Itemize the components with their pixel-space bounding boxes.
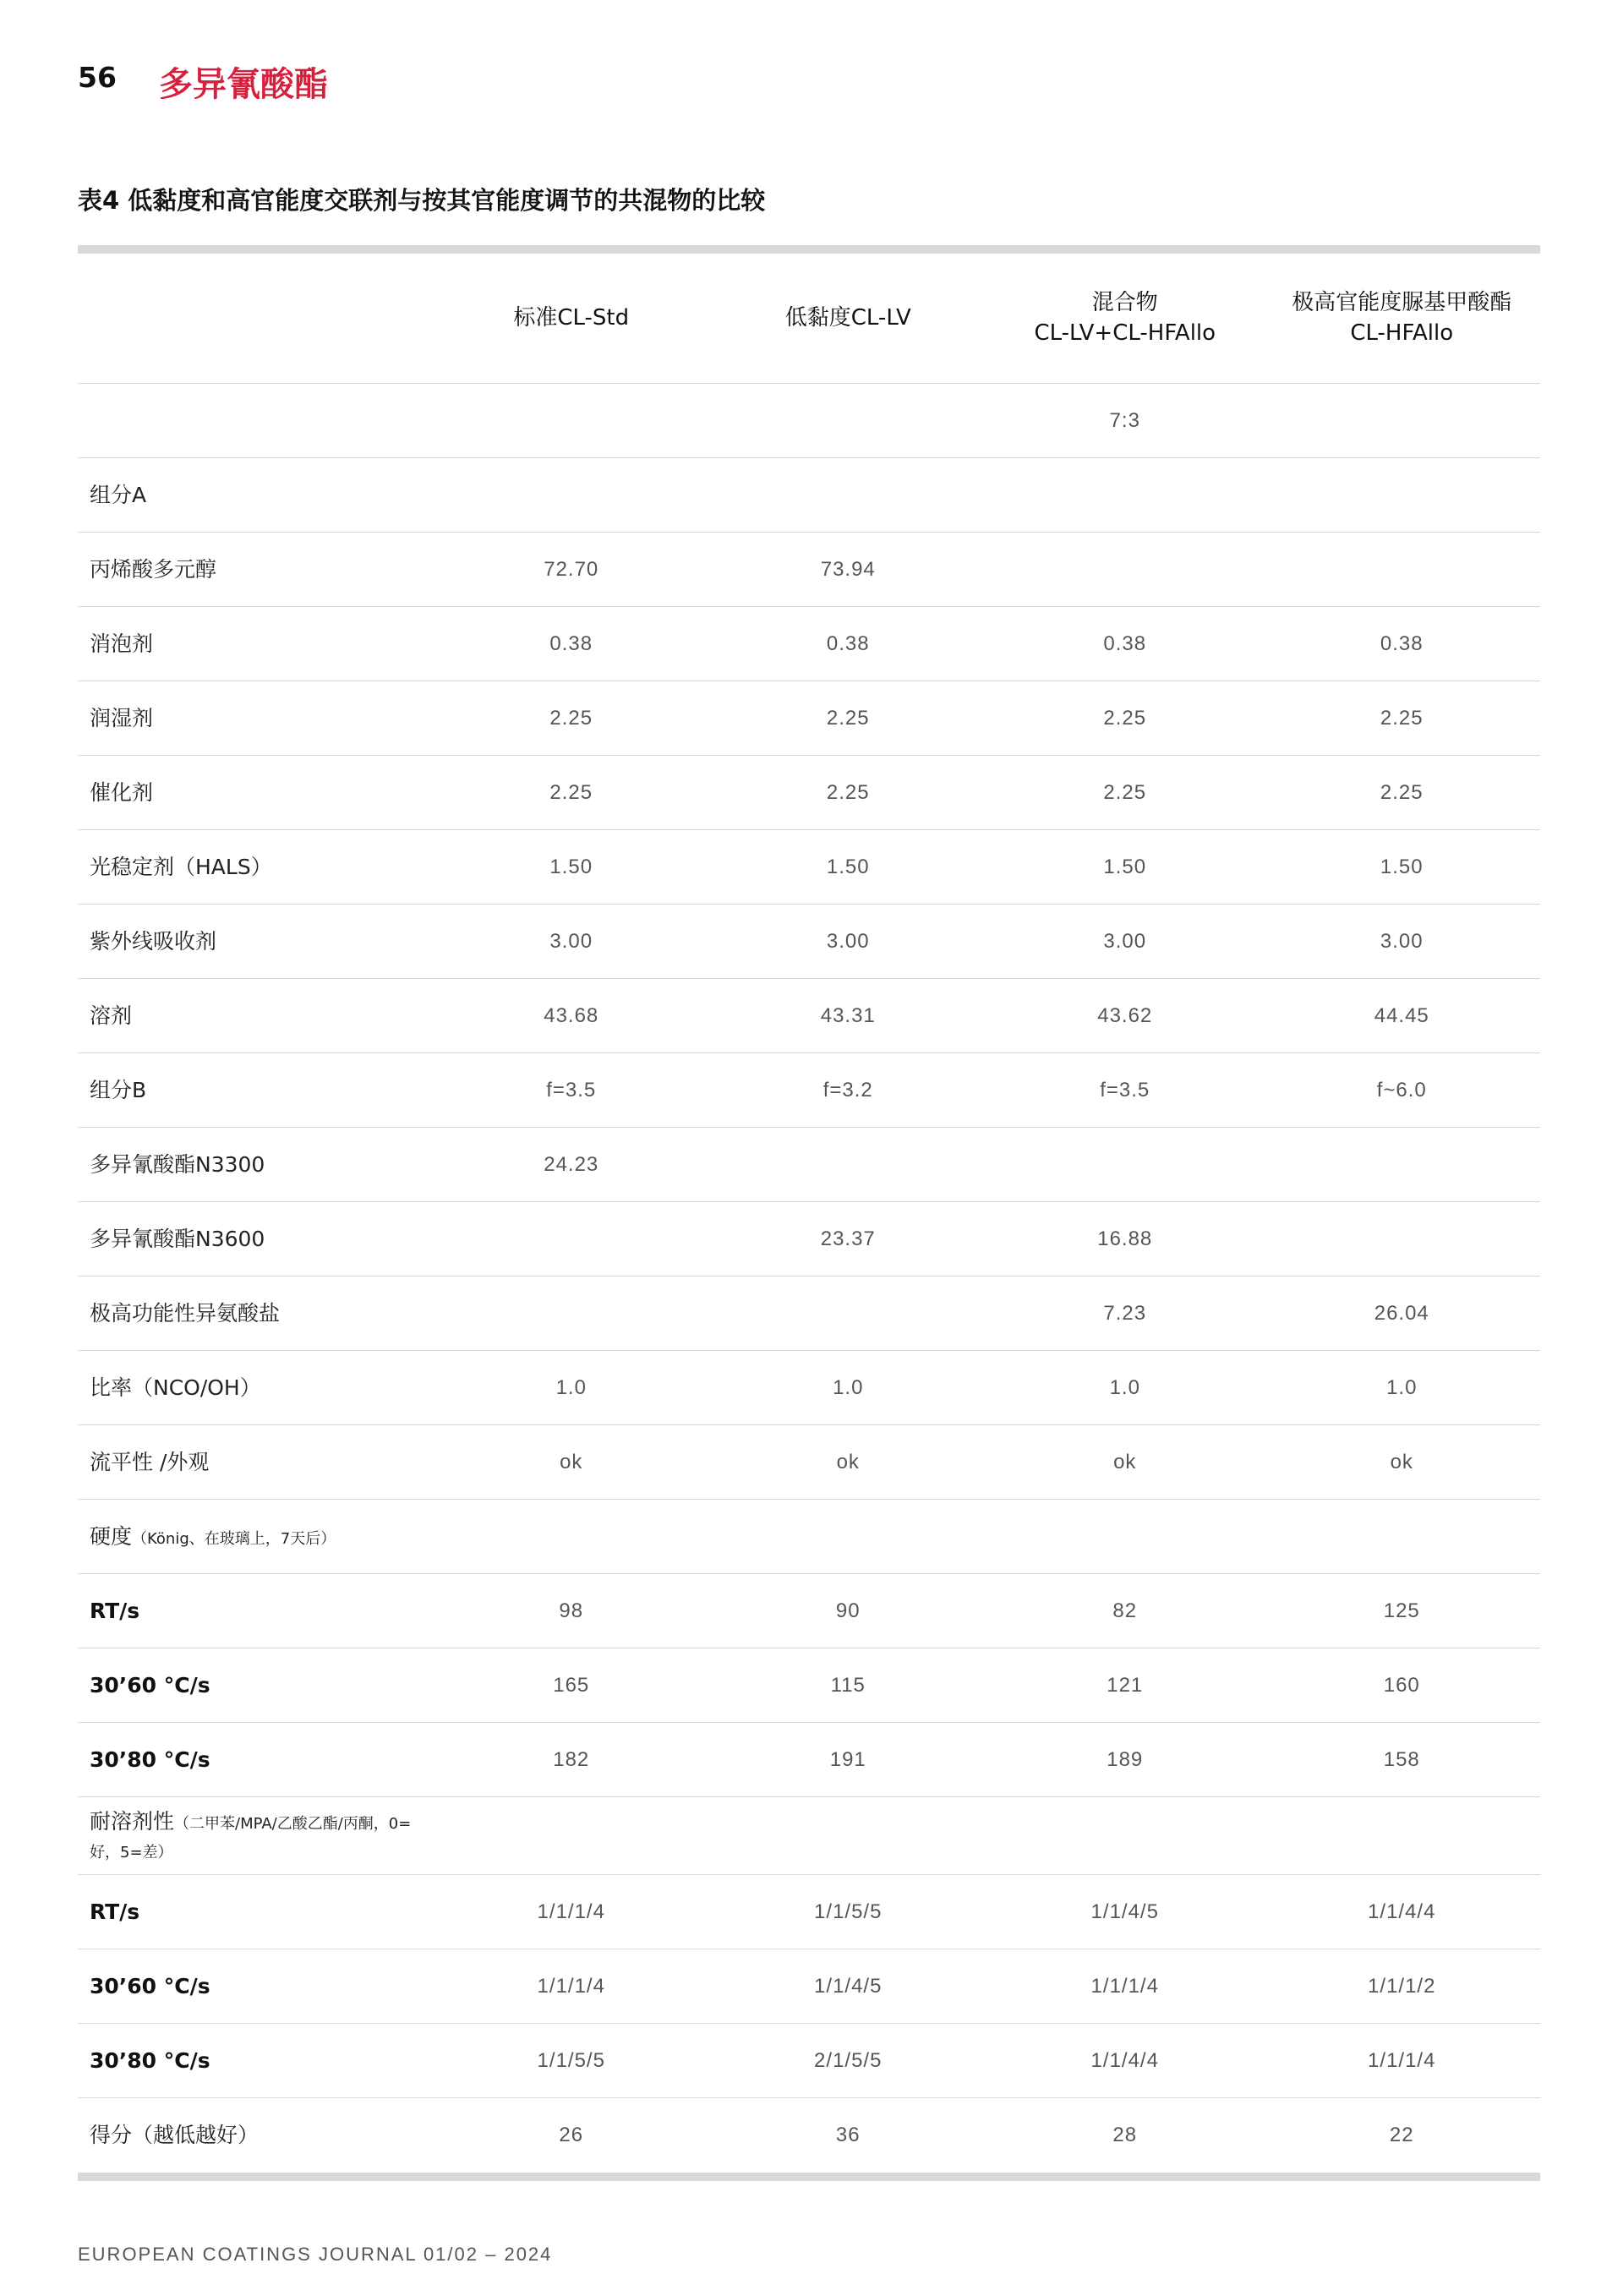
table-cell: 90 [835, 1599, 861, 1622]
table-cell: 1/1/5/5 [537, 2048, 605, 2072]
table-cell: 3.00 [826, 929, 870, 953]
table-body [78, 384, 1540, 2173]
table-cell: 1/1/4/4 [1368, 1900, 1436, 1923]
table-row [78, 1949, 1540, 2024]
table-row [78, 2024, 1540, 2098]
table-cell: 2.25 [549, 706, 593, 730]
row-label [78, 1972, 433, 2001]
table-cell: 43.62 [1097, 1003, 1153, 1027]
table-cell: 1.50 [549, 855, 593, 878]
column-header-hfallo: 极高官能度脲基甲酸酯 CL-HFAllo [1292, 290, 1512, 346]
table-cell: 2.25 [1103, 706, 1147, 730]
table-row [78, 1500, 1540, 1574]
row-label [78, 555, 433, 584]
row-label [78, 1522, 433, 1551]
table-cell: 44.45 [1374, 1003, 1429, 1027]
table-cell: 1.0 [1386, 1375, 1418, 1399]
table-cell: 72.70 [544, 557, 599, 581]
table-cell: 1/1/1/2 [1368, 1974, 1436, 1998]
table-cell: 2.25 [1380, 780, 1424, 804]
table-row [78, 979, 1540, 1053]
table-row [78, 1875, 1540, 1949]
row-label-text: 硬度 [90, 1523, 133, 1549]
table-cell: 1/1/1/4 [1090, 1974, 1159, 1998]
row-label-text: 流平性 /外观 [90, 1449, 210, 1474]
table-row [78, 1648, 1540, 1723]
table-cell: f=3.5 [546, 1078, 597, 1102]
table-cell: ok [1113, 1450, 1137, 1473]
table-cell: f~6.0 [1376, 1078, 1427, 1102]
table-cell: 1/1/4/5 [1090, 1900, 1159, 1923]
table-cell: 26.04 [1374, 1301, 1429, 1325]
table-cell: 2.25 [1103, 780, 1147, 804]
row-label [78, 1076, 433, 1105]
row-label-text: 多异氰酸酯N3600 [90, 1226, 265, 1251]
table-cell: 191 [829, 1747, 866, 1771]
row-label [78, 853, 433, 882]
row-label [78, 481, 433, 510]
table-row [78, 1574, 1540, 1648]
row-label-text: 30’60 °C/s [90, 1672, 210, 1697]
table-cell: 1/1/5/5 [814, 1900, 883, 1923]
table-cell: 158 [1383, 1747, 1420, 1771]
row-label [78, 1671, 433, 1700]
page-number: 56 [78, 61, 117, 94]
row-label-text: 催化剂 [90, 779, 154, 805]
table-cell: 73.94 [820, 557, 876, 581]
table-cell: 3.00 [1380, 929, 1424, 953]
row-label-text: RT/s [90, 1899, 140, 1924]
row-label [78, 1225, 433, 1254]
table-row [78, 905, 1540, 979]
row-label [78, 1299, 433, 1328]
table-cell: 1.0 [1109, 1375, 1140, 1399]
row-label [78, 1807, 433, 1865]
table-cell: ok [1390, 1450, 1413, 1473]
row-label [78, 704, 433, 733]
table-row [78, 2098, 1540, 2173]
row-label-note: （二甲苯/MPA/乙酸乙酯/丙酮，0=好，5=差） [90, 1814, 412, 1861]
table-cell: 121 [1107, 1673, 1144, 1697]
row-label-text: 30’80 °C/s [90, 1747, 210, 1772]
row-label-text: 消泡剂 [90, 631, 154, 656]
table-header-row [78, 254, 1540, 384]
table-cell: 2.25 [549, 780, 593, 804]
table-row [78, 458, 1540, 533]
row-label-text: 溶剂 [90, 1003, 133, 1028]
table-cell: 1.0 [833, 1375, 864, 1399]
table-cell: 2.25 [826, 706, 870, 730]
table-cell: 1.0 [555, 1375, 587, 1399]
table-cell: 3.00 [549, 929, 593, 953]
row-label [78, 927, 433, 956]
row-label-text: 耐溶剂性 [90, 1808, 175, 1834]
table-cell: 7:3 [1109, 408, 1140, 432]
table-cell: 1.50 [1380, 855, 1424, 878]
table-cell: 1/1/4/5 [814, 1974, 883, 1998]
row-label-text: 丙烯酸多元醇 [90, 556, 217, 582]
table-cell: 82 [1112, 1599, 1138, 1622]
row-label-text: 30’80 °C/s [90, 2047, 210, 2073]
table-cell: 0.38 [1103, 631, 1147, 655]
table-cell: 1/1/1/4 [537, 1900, 605, 1923]
table-cell: 160 [1383, 1673, 1420, 1697]
table-row [78, 1797, 1540, 1875]
row-label-note: （König、在玻璃上，7天后） [132, 1529, 336, 1548]
table-row [78, 607, 1540, 681]
table-cell: 189 [1107, 1747, 1144, 1771]
table-cell: f=3.2 [822, 1078, 873, 1102]
table-cell: 22 [1389, 2124, 1414, 2146]
table-cell: 98 [559, 1599, 584, 1622]
table-cell: 2.25 [1380, 706, 1424, 730]
table-cell: 1/1/4/4 [1090, 2048, 1159, 2072]
row-label-text: 多异氰酸酯N3300 [90, 1151, 265, 1177]
row-label [78, 2047, 433, 2075]
table-cell: ok [560, 1450, 583, 1473]
row-label-text: 紫外线吸收剂 [90, 928, 217, 954]
table-top-rule [78, 245, 1540, 254]
table-cell: 23.37 [820, 1227, 876, 1250]
row-label [78, 779, 433, 807]
table-cell: 182 [553, 1747, 590, 1771]
row-label [78, 1374, 433, 1402]
table-cell: 2/1/5/5 [814, 2048, 883, 2072]
row-label [78, 1448, 433, 1477]
table-cell: 43.68 [544, 1003, 599, 1027]
table-row [78, 384, 1540, 458]
column-header-blend: 混合物 CL-LV+CL-HFAllo [1034, 290, 1216, 346]
table-cell: 3.00 [1103, 929, 1147, 953]
table-cell: ok [836, 1450, 860, 1473]
table-cell: f=3.5 [1100, 1078, 1150, 1102]
page-title: 多异氰酸酯 [159, 65, 328, 104]
table-row [78, 1128, 1540, 1202]
row-label [78, 1898, 433, 1927]
table-row [78, 1425, 1540, 1500]
row-label [78, 630, 433, 659]
table-cell: 24.23 [544, 1152, 599, 1176]
table-cell: 0.38 [826, 631, 870, 655]
row-label-text: 润湿剂 [90, 705, 154, 730]
row-label-text: 得分（越低越好） [90, 2123, 260, 2148]
row-label [78, 1002, 433, 1030]
column-header-lv: 低黏度CL-LV [784, 304, 911, 331]
table-cell: 115 [830, 1673, 866, 1697]
table-row [78, 1351, 1540, 1425]
table-cell: 1.50 [826, 855, 870, 878]
row-label-text: 组分A [90, 482, 147, 507]
row-label [78, 1151, 433, 1179]
row-label [78, 1597, 433, 1626]
table-cell: 0.38 [1380, 631, 1424, 655]
table-bottom-rule [78, 2173, 1540, 2181]
row-label [78, 1746, 433, 1774]
table-row [78, 830, 1540, 905]
table-cell: 1.50 [1103, 855, 1147, 878]
row-label [78, 2121, 433, 2150]
table-row [78, 1723, 1540, 1797]
table-cell: 1/1/1/4 [537, 1974, 605, 1998]
table-cell: 2.25 [826, 780, 870, 804]
journal-footer: EUROPEAN COATINGS JOURNAL 01/02 – 2024 [78, 2244, 553, 2265]
comparison-table [78, 245, 1540, 2181]
table-cell: 165 [553, 1673, 590, 1697]
table-cell: 26 [559, 2124, 584, 2146]
row-label-text: 比率（NCO/OH） [90, 1375, 261, 1400]
table-row [78, 533, 1540, 607]
column-header-std: 标准CL-Std [513, 304, 630, 331]
table-cell: 7.23 [1103, 1301, 1147, 1325]
table-caption: 表4 低黏度和高官能度交联剂与按其官能度调节的共混物的比较 [78, 186, 766, 215]
table-cell: 28 [1112, 2124, 1138, 2146]
table-row [78, 1276, 1540, 1351]
table-cell: 43.31 [820, 1003, 876, 1027]
row-label-text: 组分B [90, 1077, 147, 1102]
table-cell: 0.38 [549, 631, 593, 655]
table-row [78, 681, 1540, 756]
row-label-text: 光稳定剂（HALS） [90, 854, 272, 879]
row-label-text: RT/s [90, 1598, 140, 1623]
table-cell: 16.88 [1097, 1227, 1153, 1250]
table-row [78, 756, 1540, 830]
table-cell: 1/1/1/4 [1368, 2048, 1436, 2072]
table-cell: 36 [835, 2124, 861, 2146]
table-row [78, 1053, 1540, 1128]
table-cell: 125 [1383, 1599, 1420, 1622]
table-row [78, 1202, 1540, 1276]
row-label-text: 极高功能性异氨酸盐 [90, 1300, 281, 1326]
row-label-text: 30’60 °C/s [90, 1973, 210, 1998]
